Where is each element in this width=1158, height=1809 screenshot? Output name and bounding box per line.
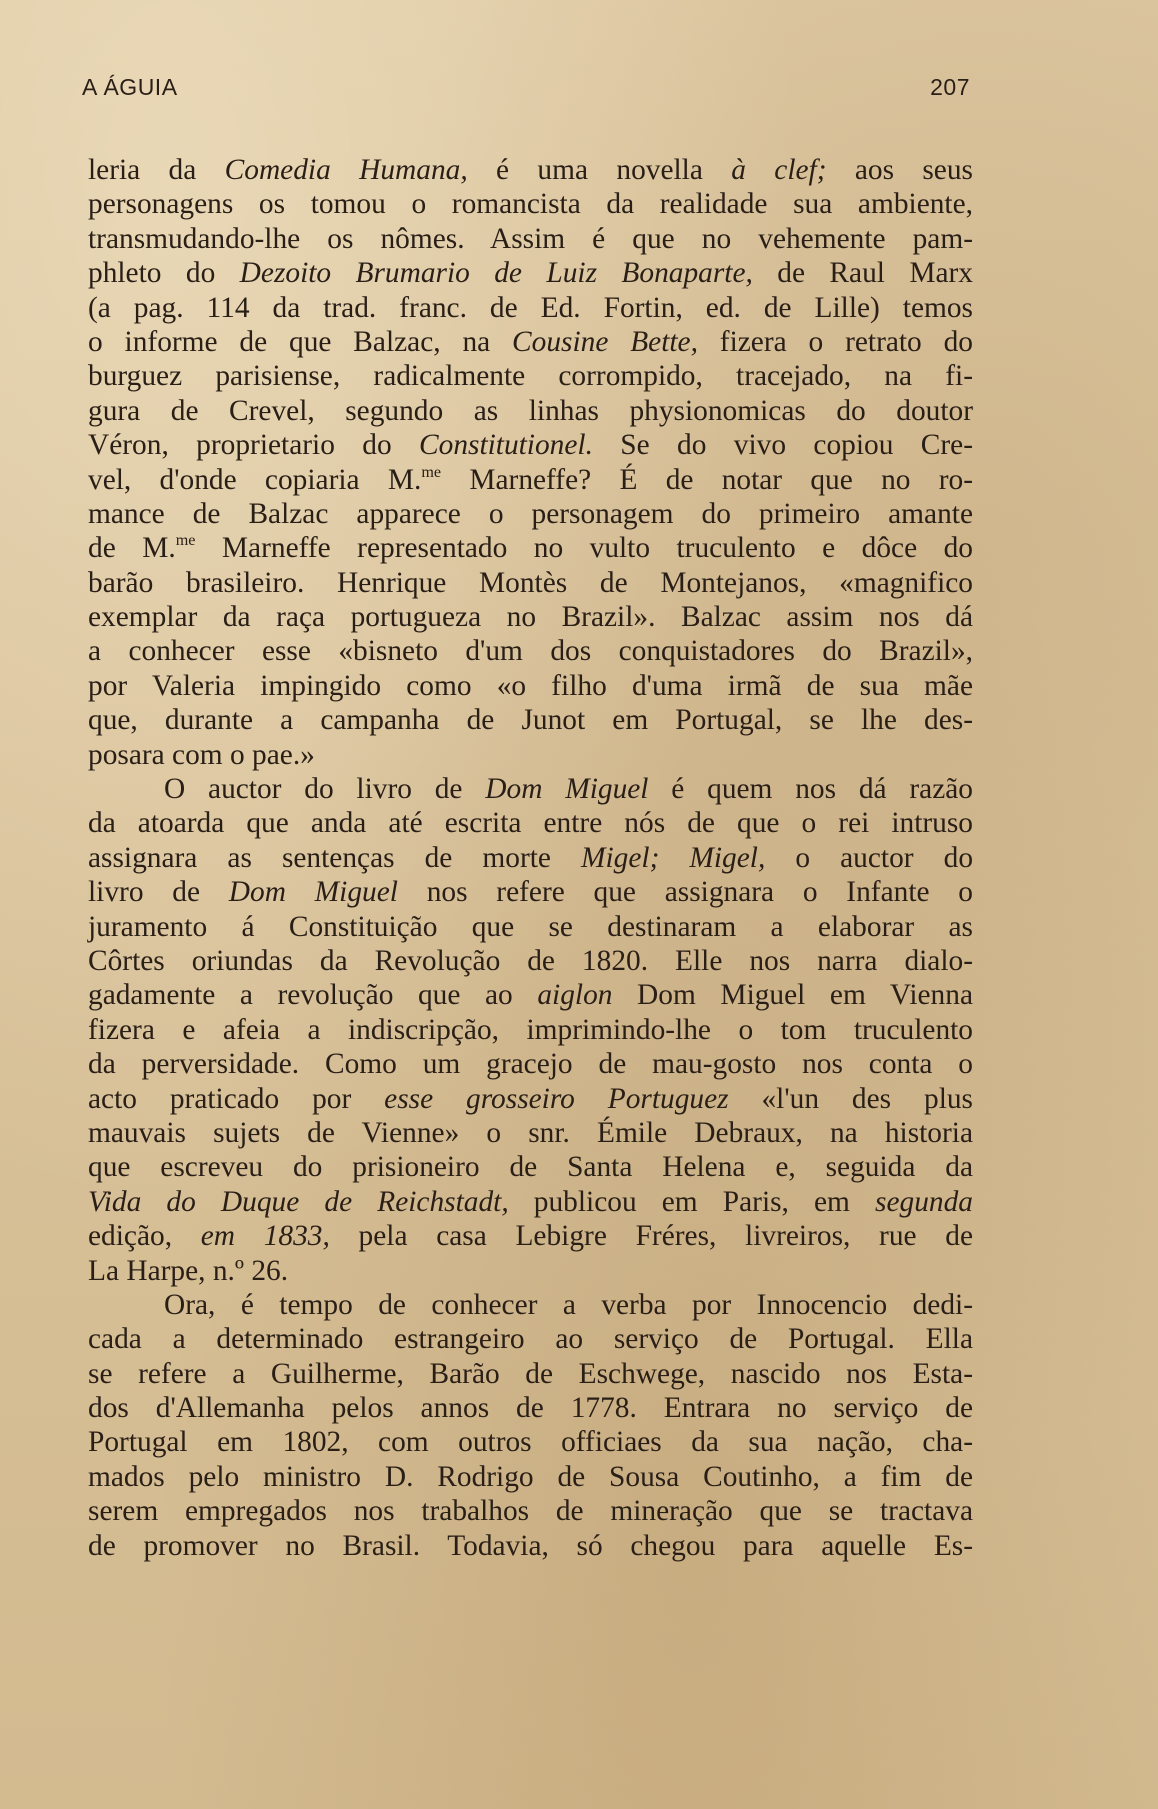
text-line [88, 841, 973, 875]
running-header [82, 74, 970, 104]
text-line [88, 669, 973, 703]
text-line [88, 600, 973, 634]
text-segment: phleto do [88, 257, 240, 290]
text-segment: se refere a Guilherme, Barão de Eschwege, nascido nos Esta- [88, 1357, 973, 1390]
italic-text: Dom Miguel [485, 773, 649, 806]
italic-text: à clef; [731, 154, 827, 186]
text-segment: O auctor do livro de [164, 773, 486, 806]
text-line [88, 325, 973, 359]
text-line [88, 428, 973, 462]
text-segment: Marneffe? É de notar que no ro- [441, 463, 974, 496]
text-segment: por Valeria impingido como «o filho d'uma irmã de sua mãe [88, 669, 973, 702]
italic-text: esse grosseiro Portuguez [384, 1082, 729, 1115]
text-segment: serem empregados nos trabalhos de mineração que se tractava [88, 1495, 973, 1528]
text-segment: nos refere que assignara o Infante o [397, 876, 973, 909]
text-segment: livro de [88, 876, 229, 909]
text-segment: «l'un des plus [728, 1082, 973, 1115]
text-segment: Marneffe representado no vulto truculento e dôce do [195, 532, 973, 565]
text-segment: acto praticado por [88, 1082, 385, 1115]
text-segment: de promover no Brasil. Todavia, só chegou para aquelle Es- [88, 1529, 973, 1562]
text-segment: Se do vivo copiou Cre- [592, 429, 973, 462]
text-line [88, 1322, 973, 1356]
text-segment: o informe de que Balzac, na [88, 325, 513, 358]
text-segment: de Raul Marx [752, 257, 973, 290]
text-segment: posara com o pae.» [88, 738, 315, 771]
text-line [88, 910, 973, 944]
page-number: 207 [930, 74, 970, 100]
text-line [88, 1288, 973, 1322]
text-line [88, 1013, 973, 1047]
text-segment: fizera e afeia a indiscripção, imprimindo-lhe o tom truculento [88, 1013, 973, 1046]
text-segment: dos d'Allemanha pelos annos de 1778. Entrara no serviço de [88, 1392, 973, 1425]
text-segment: gadamente a revolução que ao [88, 979, 538, 1012]
italic-text: Vida do Duque de Reichstadt, [88, 1185, 509, 1218]
text-line [88, 359, 973, 393]
text-line [88, 222, 973, 256]
text-segment: (a pag. 114 da trad. franc. de Ed. Fortin, ed. de Lille) temos [88, 291, 973, 324]
running-title: A ÁGUIA [82, 74, 178, 100]
text-line [88, 531, 973, 565]
text-line [88, 978, 973, 1012]
text-line [88, 497, 973, 531]
text-segment: La Harpe, n.º 26. [88, 1254, 289, 1287]
text-line [88, 1116, 973, 1150]
text-segment: aos seus [826, 154, 973, 186]
text-segment: publicou em Paris, em [508, 1185, 876, 1218]
text-segment: Dom Miguel em Vienna [612, 979, 973, 1012]
text-line [88, 1219, 973, 1253]
text-line [88, 1529, 973, 1563]
text-line [88, 1494, 973, 1528]
text-segment: vel, d'onde copiaria M. [88, 463, 422, 496]
text-line [88, 291, 973, 325]
italic-text: aiglon [537, 979, 613, 1012]
text-segment: é quem nos dá razão [648, 773, 973, 806]
text-line [88, 566, 973, 600]
text-line [88, 703, 973, 737]
text-line [88, 463, 973, 497]
text-segment: Ora, é tempo de conhecer a verba por Innocencio dedi- [164, 1288, 973, 1321]
text-line [88, 634, 973, 668]
text-line [88, 875, 973, 909]
text-line [88, 1391, 973, 1425]
text-line [88, 394, 973, 428]
text-line [88, 1460, 973, 1494]
text-segment: cada a determinado estrangeiro ao serviço de Portugal. Ella [88, 1323, 973, 1356]
text-segment: a conhecer esse «bisneto d'um dos conquistadores do Brazil», [88, 635, 973, 668]
text-segment: é uma novella [467, 154, 732, 186]
text-line [88, 806, 973, 840]
text-segment: Côrtes oriundas da Revolução de 1820. Elle nos narra dialo- [88, 944, 973, 977]
italic-text: Migel; Migel, [581, 841, 766, 874]
text-line [88, 153, 973, 187]
text-line [88, 1357, 973, 1391]
text-line [88, 1185, 973, 1219]
text-segment: de M. [88, 532, 176, 565]
text-segment: leria da [88, 154, 225, 186]
text-line [88, 738, 973, 772]
text-segment: da atoarda que anda até escrita entre nós de que o rei intruso [88, 807, 973, 840]
text-segment: transmudando-lhe os nômes. Assim é que no vehemente pam- [88, 222, 973, 255]
italic-text: Constitutionel. [419, 429, 593, 462]
text-segment: que, durante a campanha de Junot em Portugal, se lhe des- [88, 704, 973, 737]
text-segment: Portugal em 1802, com outros officiaes da sua nação, cha- [88, 1426, 973, 1459]
text-line [88, 1047, 973, 1081]
text-line [88, 1425, 973, 1459]
text-segment: assignara as sentenças de morte [88, 841, 582, 874]
text-line [88, 256, 973, 290]
text-segment: fizera o retrato do [697, 325, 973, 358]
text-line [88, 772, 973, 806]
text-segment: que escreveu do prisioneiro de Santa Helena e, seguida da [88, 1151, 973, 1184]
italic-text: Comedia Humana, [224, 154, 468, 186]
italic-text: Dom Miguel [228, 876, 398, 909]
text-line [88, 1082, 973, 1116]
superscript: me [175, 532, 196, 550]
text-segment: barão brasileiro. Henrique Montès de Montejanos, «magnifico [88, 566, 973, 599]
text-segment: da perversidade. Como um gracejo de mau-gosto nos conta o [88, 1048, 973, 1081]
italic-text: em 1833, [200, 1220, 330, 1253]
text-segment: pela casa Lebigre Fréres, livreiros, rue de [329, 1220, 974, 1253]
italic-text: Dezoito Brumario de Luiz Bonaparte, [239, 257, 753, 290]
body-text [88, 153, 973, 1563]
text-line [88, 1254, 973, 1288]
superscript: me [421, 463, 442, 481]
text-segment: personagens os tomou o romancista da realidade sua ambiente, [88, 188, 973, 221]
text-segment: mados pelo ministro D. Rodrigo de Sousa Coutinho, a fim de [88, 1460, 973, 1493]
text-segment: mauvais sujets de Vienne» o snr. Émile Debraux, na historia [88, 1116, 973, 1149]
text-segment: juramento á Constituição que se destinaram a elaborar as [88, 910, 973, 943]
text-segment: gura de Crevel, segundo as linhas physionomicas do doutor [88, 394, 973, 427]
text-line [88, 1150, 973, 1184]
text-segment: burguez parisiense, radicalmente corrompido, tracejado, na fi- [88, 360, 973, 393]
italic-text: segunda [875, 1185, 973, 1218]
text-segment: edição, [88, 1220, 201, 1253]
italic-text: Cousine Bette, [512, 325, 698, 358]
text-segment: mance de Balzac apparece o personagem do primeiro amante [88, 497, 973, 530]
text-segment: Véron, proprietario do [88, 429, 420, 462]
text-line [88, 944, 973, 978]
text-segment: o auctor do [765, 841, 974, 874]
text-line [88, 187, 973, 221]
text-segment: exemplar da raça portugueza no Brazil». Balzac assim nos dá [88, 601, 973, 634]
